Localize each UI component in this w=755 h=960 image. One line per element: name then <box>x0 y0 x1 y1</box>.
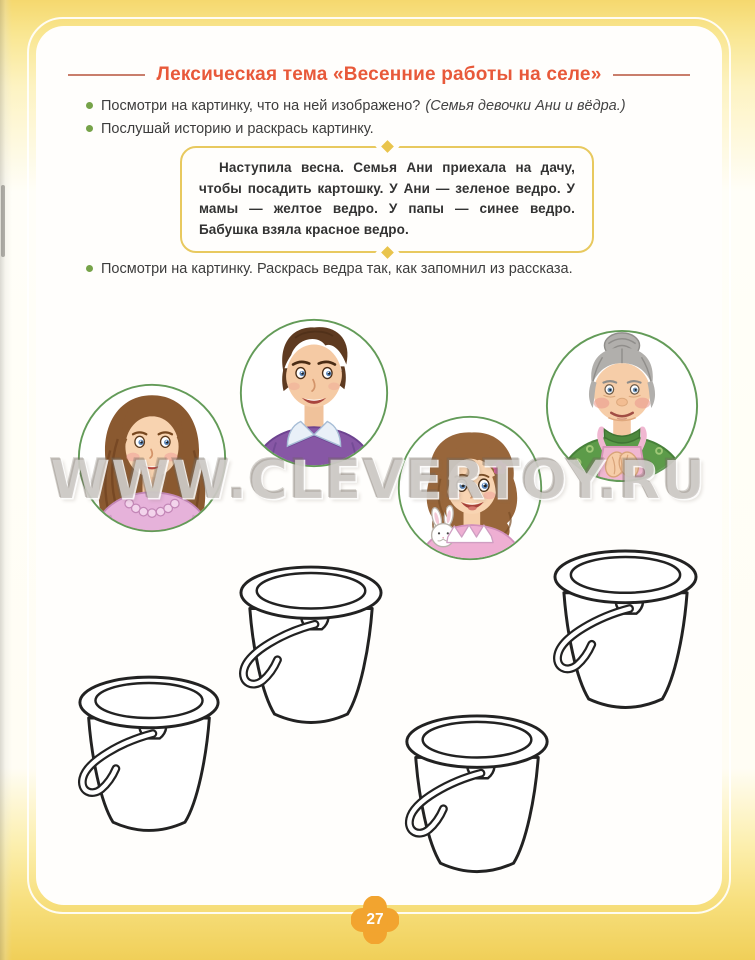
bullet-icon <box>86 125 93 132</box>
watermark: WWW.CLEVERTOY.RU <box>49 448 706 511</box>
instruction-item-3 <box>86 260 694 279</box>
bucket-outline-4[interactable] <box>402 712 552 878</box>
instruction-text: Посмотри на картинку. Раскрась ведра так, как запомнил из рассказа. <box>101 261 573 277</box>
story-text: Наступила весна. Семья Ани приехала на дачу, чтобы посадить картошку. У Ани — зеленое ведро. У мамы — желтое ведро. У папы — синее ведро. Бабушка взяла красное ведро. <box>199 160 575 237</box>
bucket-outline-3[interactable] <box>76 671 222 839</box>
title-rule-right <box>613 74 690 76</box>
instruction-item-1 <box>86 97 694 116</box>
scan-artifact <box>1 185 5 257</box>
content-area <box>36 26 722 905</box>
girl-anya-portrait <box>396 414 544 562</box>
bucket-outline-1[interactable] <box>237 563 385 729</box>
instruction-item-2 <box>86 120 694 139</box>
page-number-badge <box>351 896 399 944</box>
book-spine-shadow <box>0 0 12 960</box>
diamond-icon <box>381 246 394 259</box>
page-number: 27 <box>366 911 384 928</box>
mother-portrait <box>76 382 228 534</box>
bullet-icon <box>86 265 93 272</box>
father-portrait <box>238 317 390 469</box>
instruction-list-2 <box>86 260 694 283</box>
lesson-header <box>68 64 690 86</box>
instruction-answer: (Семья девочки Ани и вёдра.) <box>425 98 626 114</box>
title-rule-left <box>68 74 145 76</box>
bullet-icon <box>86 102 93 109</box>
instruction-text: Посмотри на картинку, что на ней изображено? (Семья девочки Ани и вёдра.) <box>101 98 626 114</box>
grandmother-portrait <box>544 328 700 484</box>
instruction-list <box>86 97 694 143</box>
instruction-text: Послушай историю и раскрась картинку. <box>101 121 374 138</box>
bucket-outline-2[interactable] <box>551 547 700 714</box>
story-box <box>180 146 594 253</box>
page-title: Лексическая тема «Весенние работы на селе» <box>156 64 602 85</box>
